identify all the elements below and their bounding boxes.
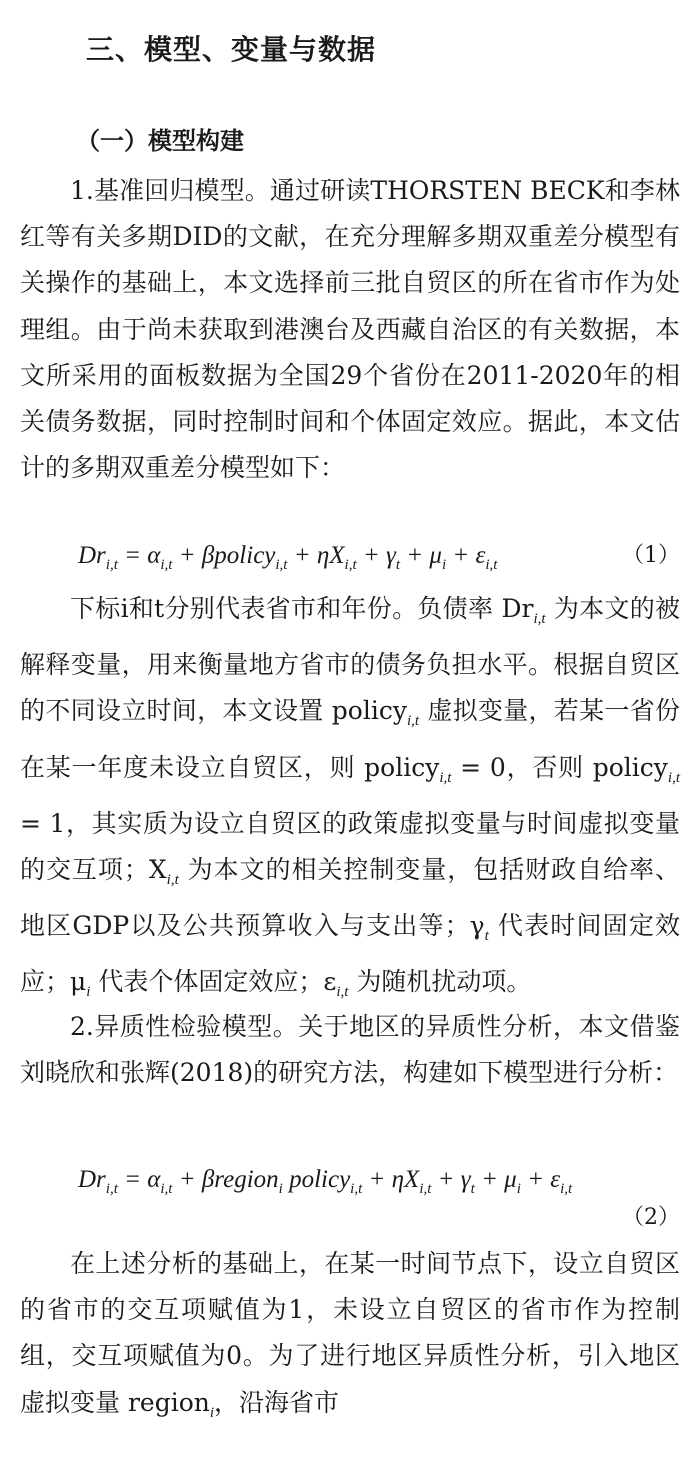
paragraph-variable-definitions: 下标i和t分别代表省市和年份。负债率 $Dr_{i,t}$ 为本文的被解释变量，用来衡量地方省市的债务负担水平。根据自贸区的不同设立时间，本文设置 policy$_{i,t}$ 虚拟变量，若某一省份在某一年度未设立自贸区，则 policy$_{i,t}$ = 0，否则 policy$_{i,t}$ = 1，其实质为设立自贸区的政策虚拟变量与时间虚拟变量的交互项；$X_{i,t}$ 为本文的相关控制变量，包括财政自给率、地区GDP以及公共预算收入与支出等；$\gamma_t$ 代表时间固定效应；$\mu_i$ 代表个体固定效应；$\varepsilon_{i,t}$ 为随机扰动项。 bbox=[20, 594, 681, 1001]
paragraph-treatment-assignment: 在上述分析的基础上，在某一时间节点下，设立自贸区的省市的交互项赋值为1，未设立自贸区的省市作为控制组，交互项赋值为0。为了进行地区异质性分析，引入地区虚拟变量 region$_i$，沿海省市 bbox=[20, 1249, 680, 1421]
paragraph-baseline-model: 1.基准回归模型。通过研读THORSTEN BECK和李林红等有关多期DID的文献，在充分理解多期双重差分模型有关操作的基础上，本文选择前三批自贸区的所在省市作为处理组。由于尚未获取到港澳台及西藏自治区的有关数据，本文所采用的面板数据为全国29个省份在2011-2020年的相关债务数据，同时控制时间和个体固定效应。据此，本文估计的多期双重差分模型如下： bbox=[20, 176, 680, 483]
subsection-title: （一）模型构建 bbox=[76, 127, 244, 155]
equation-1: $Dr_{i,t} = \alpha_{i,t}$ + βpolicy$_{i,t}$ + $\eta X_{i,t} + \gamma_t + \mu_i + \varepsilon_{i,t}$ bbox=[78, 542, 498, 573]
section-title: 三、模型、变量与数据 bbox=[86, 33, 377, 66]
equation-1-number: （1） bbox=[622, 543, 680, 568]
equation-2: $Dr_{i,t} = \alpha_{i,t}$ + βregion$_i$ policy$_{i,t}$ + $\eta X_{i,t} + \gamma_t + \mu_i + \varepsilon_{i,t}$ bbox=[78, 1166, 573, 1197]
equation-2-number: （2） bbox=[622, 1205, 680, 1230]
paragraph-heterogeneity-model: 2.异质性检验模型。关于地区的异质性分析，本文借鉴刘晓欣和张辉(2018)的研究方法，构建如下模型进行分析： bbox=[20, 1012, 680, 1088]
